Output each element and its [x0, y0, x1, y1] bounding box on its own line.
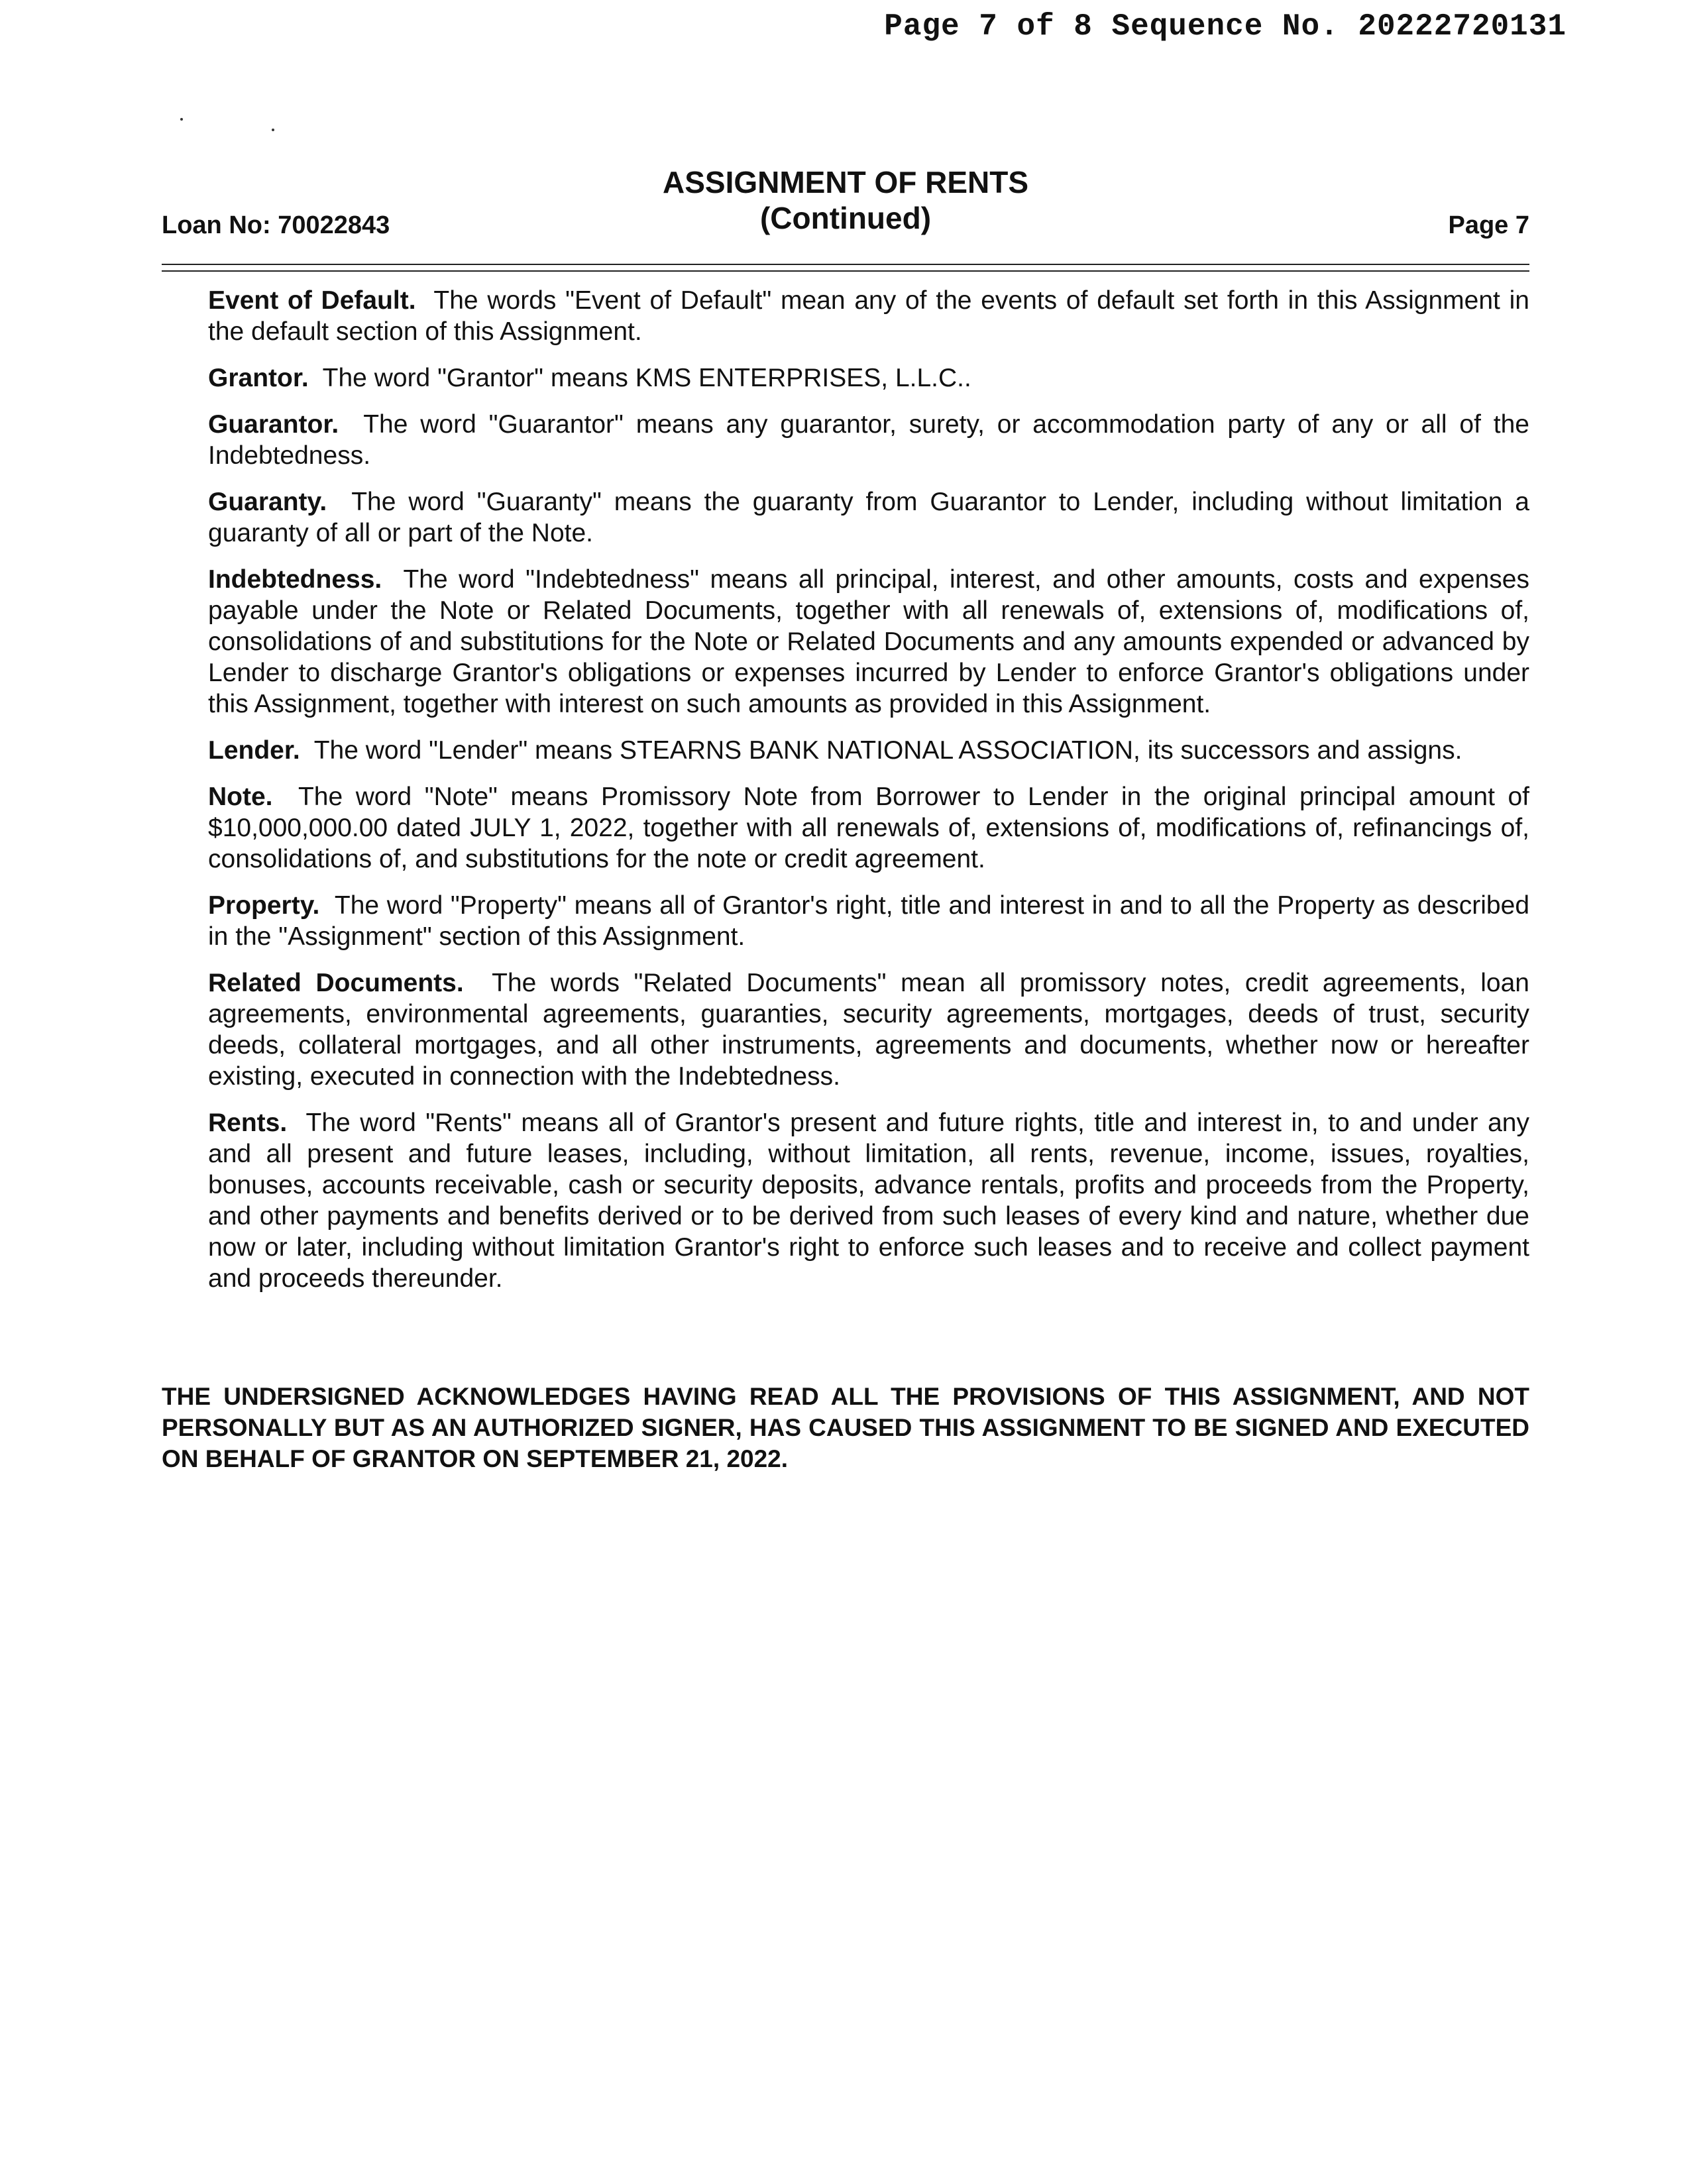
document-subtitle: (Continued): [759, 201, 932, 235]
definition-term: Guaranty.: [208, 488, 327, 516]
page-number: Page 7: [1448, 211, 1529, 239]
definition-event-of-default: [208, 285, 1529, 347]
definition-text: The words "Event of Default" mean any of the events of default set forth in this Assignment in the default section of this Assignment.: [208, 286, 1529, 346]
definition-text: The word "Guarantor" means any guarantor, surety, or accommodation party of any or all of the Indebtedness.: [208, 410, 1529, 470]
definition-lender: [208, 735, 1529, 766]
definition-term: Grantor.: [208, 364, 309, 392]
definition-term: Property.: [208, 891, 320, 920]
definitions-list: [208, 285, 1529, 1309]
page-sequence-stamp: Page 7 of 8 Sequence No. 20222720131: [884, 9, 1567, 44]
definition-text: The word "Guaranty" means the guaranty from Guarantor to Lender, including without limitation a guaranty of all or part of the Note.: [208, 488, 1530, 547]
document-header: [162, 164, 1529, 244]
definition-guaranty: [208, 486, 1529, 549]
closing-acknowledgement: THE UNDERSIGNED ACKNOWLEDGES HAVING READ ALL THE PROVISIONS OF THIS ASSIGNMENT, AND NOT PERSONALLY BUT AS AN AUTHORIZED SIGNER, HAS CAUSED THIS ASSIGNMENT TO BE SIGNED AND EXECUTED ON BEHALF OF GRANTOR ON SEPTEMBER 21, 2022.: [162, 1383, 1529, 1472]
definition-related-documents: [208, 967, 1529, 1092]
definition-text: The word "Lender" means STEARNS BANK NATIONAL ASSOCIATION, its successors and assigns.: [313, 736, 1462, 765]
header-rule-bottom: [162, 270, 1529, 272]
definition-term: Event of Default.: [208, 286, 416, 315]
definition-text: The word "Indebtedness" means all principal, interest, and other amounts, costs and expenses payable under the Note or Related Documents, together with all renewals of, extensions of, modifications of, consolidations of and substitutions for the Note or Related Documents and any amounts expended or advanced by Lender to discharge Grantor's obligations or expenses incurred by Lender to enforce Grantor's obligations under this Assignment, together with interest on such amounts as provided in this Assignment.: [208, 565, 1529, 718]
scan-speck: [180, 118, 183, 121]
header-rule-top: [162, 264, 1529, 265]
definition-guarantor: [208, 409, 1529, 471]
definition-note: [208, 781, 1529, 875]
definition-term: Related Documents.: [208, 969, 464, 997]
definition-property: [208, 890, 1529, 952]
definition-text: The words "Related Documents" mean all promissory notes, credit agreements, loan agreements, environmental agreements, guaranties, security agreements, mortgages, deeds of trust, security deeds, collateral mortgages, and all other instruments, agreements and documents, whether now or hereafter existing, executed in connection with the Indebtedness.: [208, 969, 1529, 1091]
definition-term: Guarantor.: [208, 410, 339, 439]
definition-term: Note.: [208, 783, 273, 811]
definition-term: Rents.: [208, 1109, 288, 1137]
loan-number: Loan No: 70022843: [162, 211, 390, 239]
definition-text: The word "Note" means Promissory Note from Borrower to Lender in the original principal amount of $10,000,000.00 dated JULY 1, 2022, together with all renewals of, extensions of, modifications of, refinancings of, consolidations of, and substitutions for the note or credit agreement.: [208, 783, 1530, 873]
definition-term: Indebtedness.: [208, 565, 382, 594]
definition-grantor: [208, 362, 1529, 394]
definition-term: Lender.: [208, 736, 300, 765]
definition-text: The word "Rents" means all of Grantor's present and future rights, title and interest in, to and under any and all present and future leases, including, without limitation, all rents, revenue, income, issues, royalties, bonuses, accounts receivable, cash or security deposits, advance rentals, profits and proceeds from the Property, and other payments and benefits derived or to be derived from such leases of every kind and nature, whether due now or later, including without limitation Grantor's right to enforce such leases and to receive and collect payment and proceeds thereunder.: [208, 1109, 1529, 1293]
document-title: ASSIGNMENT OF RENTS: [662, 165, 1029, 199]
scan-speck: [272, 129, 274, 131]
definition-text: The word "Property" means all of Grantor's right, title and interest in and to all the Property as described in the "Assignment" section of this Assignment.: [208, 891, 1530, 951]
definition-text: The word "Grantor" means KMS ENTERPRISES, L.L.C..: [322, 364, 971, 392]
definition-indebtedness: [208, 564, 1529, 720]
definition-rents: [208, 1107, 1529, 1294]
